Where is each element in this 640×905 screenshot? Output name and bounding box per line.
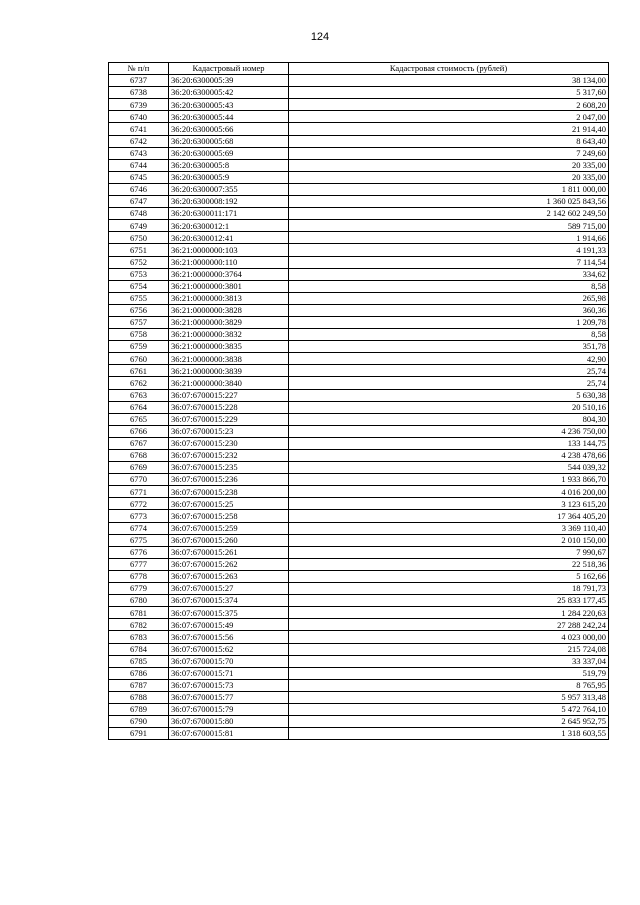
cell-row-number: 6759 [109,341,169,353]
cell-row-number: 6787 [109,679,169,691]
cell-cadastral-number: 36:07:6700015:262 [169,558,289,570]
table-row [109,280,609,292]
cell-row-number: 6740 [109,111,169,123]
table-row [109,595,609,607]
cell-cadastral-number: 36:20:6300011:171 [169,208,289,220]
cell-cadastral-number: 36:20:6300005:42 [169,87,289,99]
cell-cadastral-number: 36:07:6700015:77 [169,691,289,703]
table-row [109,75,609,87]
cell-row-number: 6784 [109,643,169,655]
table-row [109,631,609,643]
table-row [109,691,609,703]
cell-cadastral-value: 1 318 603,55 [289,728,609,740]
table-row [109,462,609,474]
header-cadastral-value: Кадастровая стоимость (рублей) [289,63,609,75]
cell-row-number: 6746 [109,183,169,195]
cell-cadastral-value: 265,98 [289,292,609,304]
cell-row-number: 6786 [109,667,169,679]
cell-cadastral-value: 42,90 [289,353,609,365]
table-row [109,232,609,244]
cell-cadastral-number: 36:20:6300005:44 [169,111,289,123]
table-row [109,401,609,413]
cell-row-number: 6742 [109,135,169,147]
cell-cadastral-number: 36:07:6700015:230 [169,437,289,449]
cell-row-number: 6781 [109,607,169,619]
cell-row-number: 6752 [109,256,169,268]
cell-row-number: 6765 [109,413,169,425]
cell-cadastral-number: 36:07:6700015:374 [169,595,289,607]
cell-row-number: 6789 [109,703,169,715]
cell-cadastral-number: 36:21:0000000:3801 [169,280,289,292]
table-row [109,183,609,195]
cell-cadastral-number: 36:21:0000000:3829 [169,316,289,328]
cell-cadastral-value: 5 472 764,10 [289,703,609,715]
cell-cadastral-value: 25,74 [289,377,609,389]
cell-cadastral-number: 36:07:6700015:375 [169,607,289,619]
table-row [109,159,609,171]
header-row-number: № п/п [109,63,169,75]
cell-row-number: 6775 [109,534,169,546]
cell-cadastral-value: 360,36 [289,304,609,316]
cell-row-number: 6763 [109,389,169,401]
cell-cadastral-value: 215 724,08 [289,643,609,655]
table-row [109,534,609,546]
cell-row-number: 6767 [109,437,169,449]
cell-cadastral-number: 36:07:6700015:81 [169,728,289,740]
cell-cadastral-value: 7 990,67 [289,546,609,558]
cell-row-number: 6768 [109,450,169,462]
cell-cadastral-number: 36:07:6700015:49 [169,619,289,631]
cell-cadastral-number: 36:21:0000000:110 [169,256,289,268]
cell-cadastral-value: 22 518,36 [289,558,609,570]
cell-cadastral-number: 36:20:6300005:68 [169,135,289,147]
cell-row-number: 6751 [109,244,169,256]
table-row [109,667,609,679]
table-row [109,450,609,462]
table-header-row [109,63,609,75]
cell-cadastral-number: 36:21:0000000:3835 [169,341,289,353]
cell-row-number: 6758 [109,329,169,341]
cell-cadastral-number: 36:20:6300007:355 [169,183,289,195]
cell-cadastral-value: 20 335,00 [289,171,609,183]
cell-cadastral-value: 1 914,66 [289,232,609,244]
table-row [109,123,609,135]
cell-cadastral-number: 36:07:6700015:235 [169,462,289,474]
table-row [109,389,609,401]
cell-cadastral-number: 36:20:6300005:39 [169,75,289,87]
cell-cadastral-value: 4 191,33 [289,244,609,256]
cell-row-number: 6783 [109,631,169,643]
cell-cadastral-value: 1 209,78 [289,316,609,328]
cell-cadastral-number: 36:20:6300005:43 [169,99,289,111]
table-row [109,583,609,595]
cell-cadastral-number: 36:07:6700015:236 [169,474,289,486]
cell-cadastral-value: 5 162,66 [289,570,609,582]
cell-cadastral-number: 36:07:6700015:70 [169,655,289,667]
cell-cadastral-value: 20 335,00 [289,159,609,171]
cell-cadastral-number: 36:07:6700015:227 [169,389,289,401]
cell-cadastral-number: 36:07:6700015:25 [169,498,289,510]
table-row [109,268,609,280]
cell-row-number: 6769 [109,462,169,474]
cell-cadastral-number: 36:07:6700015:260 [169,534,289,546]
cell-row-number: 6750 [109,232,169,244]
cell-cadastral-value: 8,58 [289,329,609,341]
cell-cadastral-number: 36:07:6700015:259 [169,522,289,534]
cell-cadastral-value: 2 010 150,00 [289,534,609,546]
cell-cadastral-value: 2 645 952,75 [289,716,609,728]
cell-row-number: 6776 [109,546,169,558]
cell-cadastral-number: 36:20:6300005:9 [169,171,289,183]
table-row [109,413,609,425]
table-row [109,196,609,208]
cadastral-value-table [108,62,609,740]
page-number: 124 [310,31,330,43]
cell-cadastral-value: 27 288 242,24 [289,619,609,631]
cell-cadastral-value: 25,74 [289,365,609,377]
cell-cadastral-value: 2 608,20 [289,99,609,111]
cell-cadastral-number: 36:07:6700015:23 [169,425,289,437]
cell-row-number: 6779 [109,583,169,595]
cell-row-number: 6764 [109,401,169,413]
table-row [109,292,609,304]
cell-row-number: 6743 [109,147,169,159]
cell-cadastral-number: 36:07:6700015:238 [169,486,289,498]
cell-row-number: 6766 [109,425,169,437]
table-row [109,619,609,631]
cell-cadastral-number: 36:07:6700015:258 [169,510,289,522]
table-row [109,208,609,220]
table-row [109,111,609,123]
cell-row-number: 6747 [109,196,169,208]
cell-row-number: 6785 [109,655,169,667]
cell-cadastral-value: 4 023 000,00 [289,631,609,643]
cell-row-number: 6749 [109,220,169,232]
table-row [109,171,609,183]
cell-cadastral-number: 36:21:0000000:3813 [169,292,289,304]
cell-row-number: 6782 [109,619,169,631]
table-row [109,425,609,437]
table-row [109,304,609,316]
cell-row-number: 6756 [109,304,169,316]
table-row [109,256,609,268]
cell-row-number: 6757 [109,316,169,328]
cell-cadastral-value: 1 360 025 843,56 [289,196,609,208]
cell-cadastral-number: 36:20:6300005:8 [169,159,289,171]
cell-cadastral-value: 4 236 750,00 [289,425,609,437]
cell-cadastral-value: 519,79 [289,667,609,679]
cell-cadastral-number: 36:07:6700015:228 [169,401,289,413]
table-row [109,570,609,582]
cell-cadastral-value: 5 957 313,48 [289,691,609,703]
cell-cadastral-number: 36:21:0000000:3764 [169,268,289,280]
cell-cadastral-number: 36:20:6300012:1 [169,220,289,232]
cell-cadastral-number: 36:07:6700015:73 [169,679,289,691]
table-row [109,474,609,486]
cell-row-number: 6771 [109,486,169,498]
cell-cadastral-value: 334,62 [289,268,609,280]
table-row [109,365,609,377]
cell-cadastral-value: 1 933 866,70 [289,474,609,486]
cell-row-number: 6755 [109,292,169,304]
table-row [109,728,609,740]
cell-cadastral-value: 5 630,38 [289,389,609,401]
cell-cadastral-value: 1 284 220,63 [289,607,609,619]
cell-cadastral-number: 36:07:6700015:27 [169,583,289,595]
cell-cadastral-number: 36:20:6300012:41 [169,232,289,244]
cell-cadastral-number: 36:07:6700015:62 [169,643,289,655]
cell-cadastral-number: 36:21:0000000:3840 [169,377,289,389]
cell-cadastral-number: 36:07:6700015:79 [169,703,289,715]
cell-cadastral-number: 36:21:0000000:3828 [169,304,289,316]
table-row [109,546,609,558]
cell-cadastral-value: 544 039,32 [289,462,609,474]
table-body [109,75,609,740]
cell-row-number: 6739 [109,99,169,111]
cell-row-number: 6762 [109,377,169,389]
cell-cadastral-value: 3 123 615,20 [289,498,609,510]
cell-cadastral-value: 3 369 110,40 [289,522,609,534]
cell-cadastral-number: 36:21:0000000:103 [169,244,289,256]
table-row [109,316,609,328]
cell-row-number: 6772 [109,498,169,510]
cell-cadastral-value: 17 364 405,20 [289,510,609,522]
cell-row-number: 6737 [109,75,169,87]
cell-cadastral-number: 36:07:6700015:263 [169,570,289,582]
cell-cadastral-value: 589 715,00 [289,220,609,232]
cell-cadastral-value: 8 643,40 [289,135,609,147]
table-row [109,353,609,365]
cell-cadastral-number: 36:20:6300005:69 [169,147,289,159]
cell-row-number: 6791 [109,728,169,740]
cell-row-number: 6741 [109,123,169,135]
cell-row-number: 6738 [109,87,169,99]
cell-cadastral-number: 36:20:6300008:192 [169,196,289,208]
header-cadastral-number: Кадастровый номер [169,63,289,75]
table-row [109,498,609,510]
table-row [109,510,609,522]
cell-cadastral-number: 36:21:0000000:3832 [169,329,289,341]
cell-row-number: 6780 [109,595,169,607]
cell-row-number: 6748 [109,208,169,220]
cell-cadastral-value: 8,58 [289,280,609,292]
table-row [109,607,609,619]
table-row [109,486,609,498]
cell-cadastral-number: 36:21:0000000:3839 [169,365,289,377]
cell-row-number: 6760 [109,353,169,365]
table-row [109,716,609,728]
cell-cadastral-value: 1 811 000,00 [289,183,609,195]
cell-cadastral-value: 2 142 602 249,50 [289,208,609,220]
cell-cadastral-number: 36:20:6300005:66 [169,123,289,135]
cell-cadastral-number: 36:21:0000000:3838 [169,353,289,365]
cell-row-number: 6777 [109,558,169,570]
cell-row-number: 6770 [109,474,169,486]
cell-row-number: 6773 [109,510,169,522]
table-row [109,437,609,449]
cell-cadastral-number: 36:07:6700015:229 [169,413,289,425]
cell-row-number: 6744 [109,159,169,171]
table-row [109,329,609,341]
table-row [109,220,609,232]
table-row [109,643,609,655]
table-row [109,703,609,715]
cell-cadastral-value: 351,78 [289,341,609,353]
cell-cadastral-value: 5 317,60 [289,87,609,99]
cell-cadastral-value: 25 833 177,45 [289,595,609,607]
cell-cadastral-value: 20 510,16 [289,401,609,413]
cell-cadastral-number: 36:07:6700015:232 [169,450,289,462]
table-row [109,99,609,111]
cell-cadastral-value: 4 238 478,66 [289,450,609,462]
cell-cadastral-value: 33 337,04 [289,655,609,667]
table-row [109,377,609,389]
cell-row-number: 6790 [109,716,169,728]
table-row [109,341,609,353]
cell-cadastral-number: 36:07:6700015:80 [169,716,289,728]
cell-row-number: 6753 [109,268,169,280]
table-row [109,679,609,691]
cell-row-number: 6788 [109,691,169,703]
cell-cadastral-value: 21 914,40 [289,123,609,135]
cell-row-number: 6761 [109,365,169,377]
cell-cadastral-number: 36:07:6700015:261 [169,546,289,558]
cell-cadastral-value: 4 016 200,00 [289,486,609,498]
cell-row-number: 6754 [109,280,169,292]
cell-cadastral-value: 7 114,54 [289,256,609,268]
cell-cadastral-number: 36:07:6700015:56 [169,631,289,643]
table-row [109,522,609,534]
table-row [109,135,609,147]
cell-cadastral-value: 7 249,60 [289,147,609,159]
cell-cadastral-value: 133 144,75 [289,437,609,449]
cell-cadastral-value: 18 791,73 [289,583,609,595]
table-row [109,655,609,667]
cell-cadastral-value: 804,30 [289,413,609,425]
cell-row-number: 6778 [109,570,169,582]
table-row [109,147,609,159]
cell-cadastral-value: 38 134,00 [289,75,609,87]
cell-cadastral-value: 2 047,00 [289,111,609,123]
table-row [109,244,609,256]
cell-row-number: 6745 [109,171,169,183]
table-row [109,558,609,570]
cell-cadastral-value: 8 765,95 [289,679,609,691]
table-row [109,87,609,99]
cell-row-number: 6774 [109,522,169,534]
cell-cadastral-number: 36:07:6700015:71 [169,667,289,679]
